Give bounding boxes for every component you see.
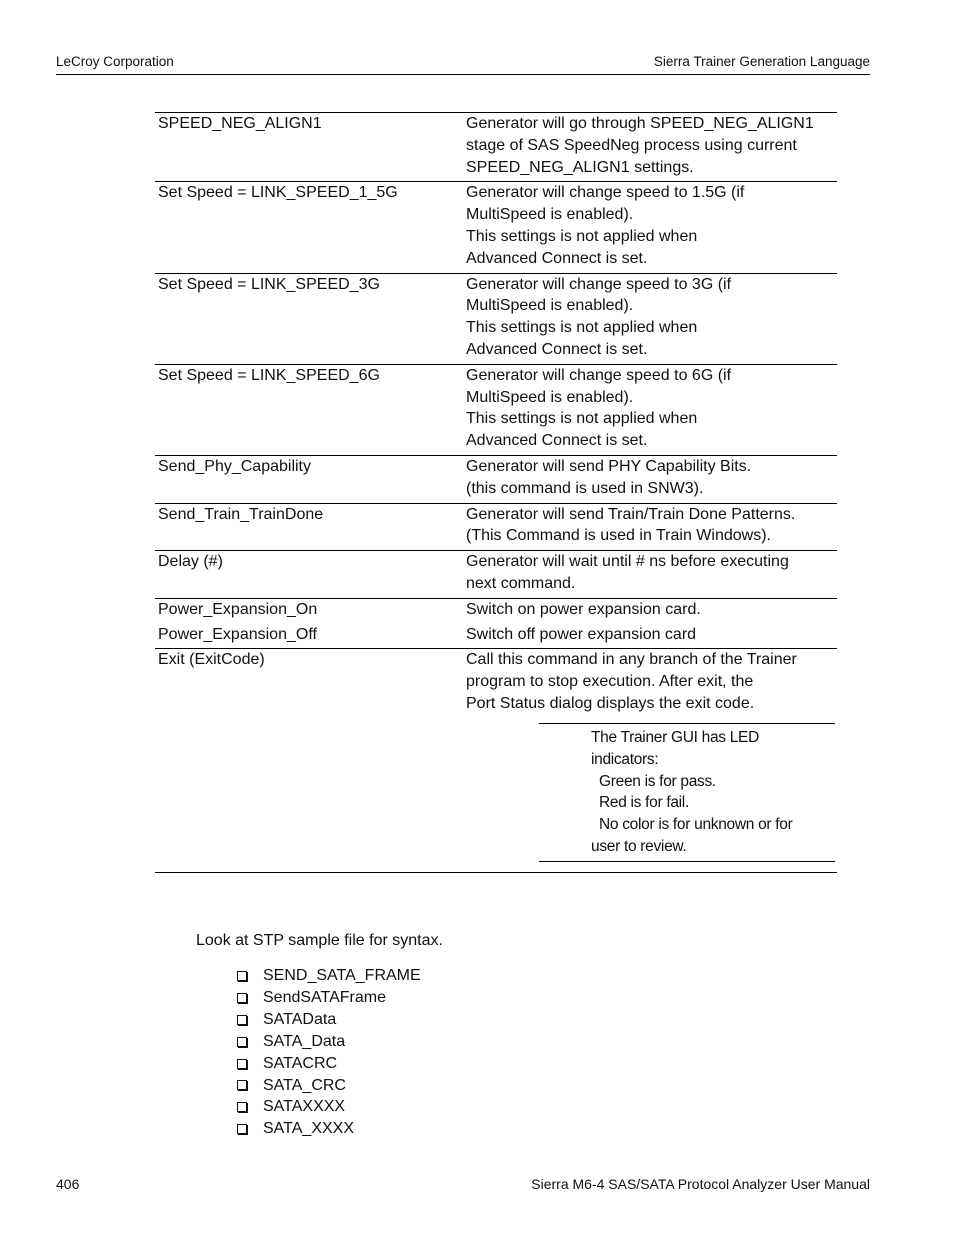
checkbox-bullet-icon bbox=[237, 1059, 247, 1069]
syntax-hint-text: Look at STP sample file for syntax. bbox=[196, 932, 443, 949]
description-cell: Generator will send PHY Capability Bits. (this command is used in SNW3). bbox=[466, 457, 752, 497]
description-cell: Switch off power expansion card bbox=[466, 625, 697, 643]
description-cell: Generator will change speed to 3G (if MultiSpeed is enabled). This settings is not applied when Advanced Connect is set. bbox=[466, 275, 732, 358]
command-cell: Set Speed = LINK_SPEED_6G bbox=[158, 366, 380, 384]
command-cell: Exit (ExitCode) bbox=[158, 651, 265, 669]
table-row bbox=[155, 365, 837, 456]
table-row bbox=[155, 649, 837, 717]
command-cell: SPEED_NEG_ALIGN1 bbox=[158, 115, 322, 132]
table-row bbox=[155, 182, 837, 273]
table-row bbox=[155, 274, 837, 365]
list-item: SATA_CRC bbox=[237, 1075, 421, 1097]
command-cell: Set Speed = LINK_SPEED_3G bbox=[158, 275, 380, 293]
description-cell: Call this command in any branch of the Trainer program to stop execution. After exit, the Port Status dialog displays the exit code. bbox=[466, 651, 797, 712]
list-item: SendSATAFrame bbox=[237, 987, 421, 1009]
header-section-title: Sierra Trainer Generation Language bbox=[653, 54, 870, 69]
list-item: SEND_SATA_FRAME bbox=[237, 965, 421, 987]
table-note-area bbox=[155, 715, 837, 873]
list-item: SATAXXXX bbox=[237, 1096, 421, 1118]
description-cell: Generator will go through SPEED_NEG_ALIGN1 stage of SAS SpeedNeg process using current SPEED_NEG_ALIGN1 settings. bbox=[466, 115, 814, 176]
checkbox-bullet-icon bbox=[237, 1037, 247, 1047]
description-cell: Switch on power expansion card. bbox=[466, 600, 701, 618]
command-cell: Set Speed = LINK_SPEED_1_5G bbox=[158, 184, 398, 202]
description-cell: Generator will send Train/Train Done Patterns. (This Command is used in Train Windows). bbox=[466, 505, 796, 545]
checkbox-bullet-icon bbox=[237, 993, 247, 1003]
table-row bbox=[155, 551, 837, 599]
header-company: LeCroy Corporation bbox=[56, 54, 174, 69]
table-row bbox=[155, 624, 837, 650]
checkbox-bullet-icon bbox=[237, 971, 247, 981]
description-cell: Generator will wait until # ns before executing next command. bbox=[466, 553, 789, 592]
command-cell: Send_Train_TrainDone bbox=[158, 505, 324, 523]
command-table bbox=[155, 112, 837, 718]
command-cell: Delay (#) bbox=[158, 553, 223, 571]
page-number: 406 bbox=[56, 1176, 80, 1192]
command-cell: Send_Phy_Capability bbox=[158, 457, 311, 475]
checkbox-bullet-icon bbox=[237, 1124, 247, 1134]
list-item: SATA_XXXX bbox=[237, 1118, 421, 1140]
table-row bbox=[155, 504, 837, 552]
checkbox-bullet-icon bbox=[237, 1080, 247, 1090]
table-row bbox=[155, 113, 837, 182]
description-cell: Generator will change speed to 1.5G (if MultiSpeed is enabled). This settings is not applied when Advanced Connect is set. bbox=[466, 184, 745, 267]
command-cell: Power_Expansion_On bbox=[158, 600, 318, 618]
sata-command-list bbox=[237, 965, 421, 1140]
checkbox-bullet-icon bbox=[237, 1102, 247, 1112]
description-cell: Generator will change speed to 6G (if MultiSpeed is enabled). This settings is not applied when Advanced Connect is set. bbox=[466, 366, 732, 450]
led-indicator-note: The Trainer GUI has LED indicators: Green is for pass. Red is for fail. No color is for unknown or for user to review. bbox=[539, 723, 835, 862]
list-item: SATACRC bbox=[237, 1053, 421, 1075]
command-cell: Power_Expansion_Off bbox=[158, 625, 317, 643]
list-item: SATA_Data bbox=[237, 1031, 421, 1053]
table-row bbox=[155, 456, 837, 504]
list-item: SATAData bbox=[237, 1009, 421, 1031]
page-header bbox=[56, 52, 870, 75]
manual-title: Sierra M6-4 SAS/SATA Protocol Analyzer User Manual bbox=[531, 1176, 870, 1192]
checkbox-bullet-icon bbox=[237, 1015, 247, 1025]
table-row bbox=[155, 599, 837, 624]
